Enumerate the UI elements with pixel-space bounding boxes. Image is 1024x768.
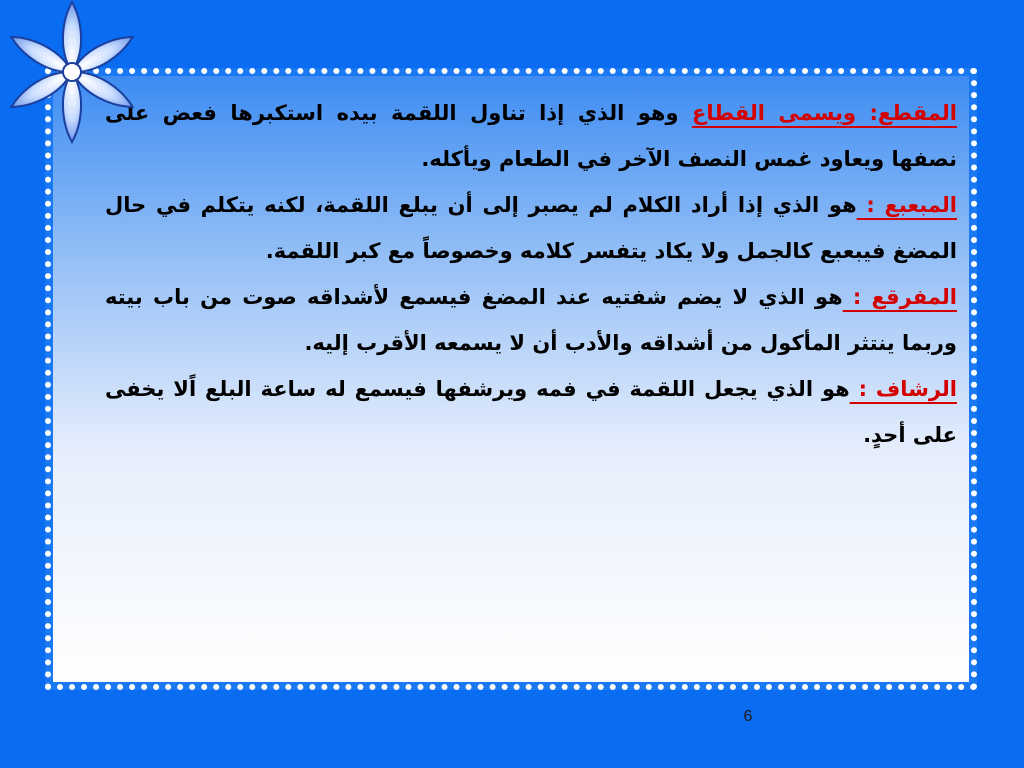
term-muqatti: المقطع: ويسمى القطاع xyxy=(692,101,957,125)
paragraph-mufarqi xyxy=(105,274,957,366)
paragraph-muqatti xyxy=(105,90,957,182)
term-mufarqi: المفرقع : xyxy=(842,285,957,309)
definition-mufarqi: هو الذي لا يضم شفتيه عند المضغ فيسمع لأشداقه صوت من باب بيته وربما ينتثر المأكول من أشداقه والأدب أن لا يسمعه الأقرب إليه. xyxy=(105,285,957,355)
definition-mubaabi: هو الذي إذا أراد الكلام لم يصبر إلى أن يبلع اللقمة، لكنه يتكلم في حال المضغ فيبعبع كالجمل ولا يكاد يتفسر كلامه وخصوصاً مع كبر اللقمة. xyxy=(105,193,957,263)
page-number: 6 xyxy=(743,708,753,725)
content-panel xyxy=(53,76,969,682)
paragraph-mubaabi xyxy=(105,182,957,274)
content-frame xyxy=(45,68,977,690)
definition-rashhaf: هو الذي يجعل اللقمة في فمه ويرشفها فيسمع له ساعة البلع اًلا يخفى على أحدٍ. xyxy=(105,377,957,447)
term-rashhaf: الرشاف : xyxy=(849,377,957,401)
paragraph-rashhaf xyxy=(105,366,957,458)
definition-muqatti: وهو الذي إذا تناول اللقمة بيده استكبرها فعض على نصفها ويعاود غمس النصف الآخر في الطعام ويأكله. xyxy=(105,101,957,171)
term-mubaabi: المبعبع : xyxy=(856,193,957,217)
flower-icon xyxy=(0,0,160,150)
